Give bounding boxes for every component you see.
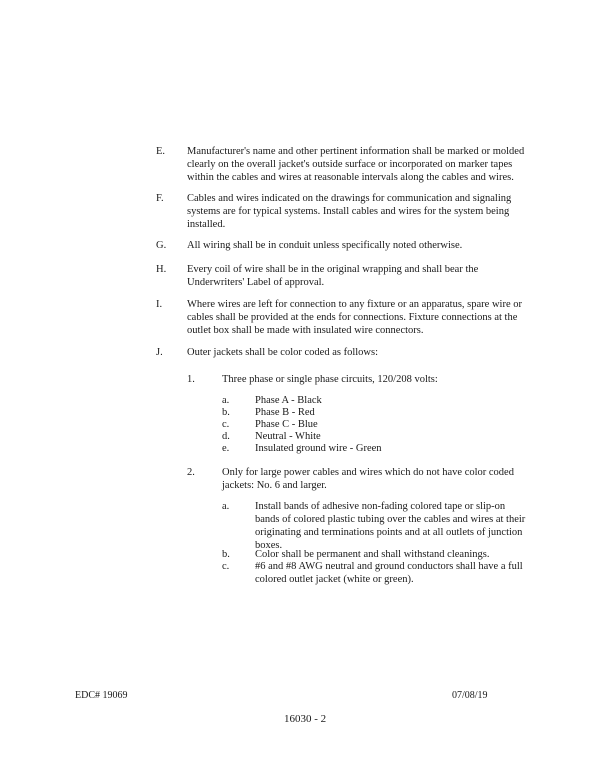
list-text: Color shall be permanent and shall withstand cleanings. — [255, 549, 490, 560]
item-letter: E. — [156, 146, 166, 157]
subitem-text: Only for large power cables and wires which do not have color coded jackets: No. 6 and larger. — [222, 467, 514, 491]
item-text: Every coil of wire shall be in the original wrapping and shall bear the Underwriters' Label of approval. — [187, 264, 479, 288]
item-text: Outer jackets shall be color coded as follows: — [187, 347, 378, 358]
item-letter: F. — [156, 193, 164, 204]
subitem-number: 2. — [187, 467, 195, 478]
list-letter: b. — [222, 407, 230, 418]
item-text: Cables and wires indicated on the drawings for communication and signaling systems are for typical systems. Install cables and wires for the system being installed. — [187, 193, 512, 230]
item-text: All wiring shall be in conduit unless specifically noted otherwise. — [187, 240, 463, 251]
item-letter: H. — [156, 264, 167, 275]
item-letter: G. — [156, 240, 167, 251]
page-number: 16030 - 2 — [284, 713, 327, 725]
subitem-text: Three phase or single phase circuits, 120/208 volts: — [222, 374, 438, 385]
list-letter: c. — [222, 419, 230, 430]
list-letter: c. — [222, 561, 230, 572]
list-letter: d. — [222, 431, 230, 442]
list-letter: a. — [222, 501, 230, 512]
list-text: #6 and #8 AWG neutral and ground conductors shall have a full colored outlet jacket (white or green). — [255, 561, 523, 585]
subitem-number: 1. — [187, 374, 195, 385]
list-text: Phase C - Blue — [255, 419, 318, 430]
item-text: Where wires are left for connection to any fixture or an apparatus, spare wire or cables shall be provided at the ends for connections. Fixture connections at the outlet box shall be made with insulated wire connectors. — [187, 299, 522, 336]
list-letter: a. — [222, 395, 230, 406]
list-text: Install bands of adhesive non-fading colored tape or slip-on bands of colored plastic tubing over the cables and wires at their originating and terminations points and at all outlets of junction boxes. — [255, 501, 526, 551]
document-date: 07/08/19 — [452, 690, 488, 701]
list-text: Phase A - Black — [255, 395, 322, 406]
list-letter: b. — [222, 549, 230, 560]
list-text: Neutral - White — [255, 431, 321, 442]
list-letter: e. — [222, 443, 230, 454]
item-letter: I. — [156, 299, 163, 310]
list-text: Insulated ground wire - Green — [255, 443, 382, 454]
list-text: Phase B - Red — [255, 407, 315, 418]
item-letter: J. — [156, 347, 163, 358]
item-text: Manufacturer's name and other pertinent information shall be marked or molded clearly on the overall jacket's outside surface or incorporated on marker tapes within the cables and wires at reasonable intervals along the cables and wires. — [187, 146, 525, 183]
document-number: EDC# 19069 — [75, 690, 128, 701]
